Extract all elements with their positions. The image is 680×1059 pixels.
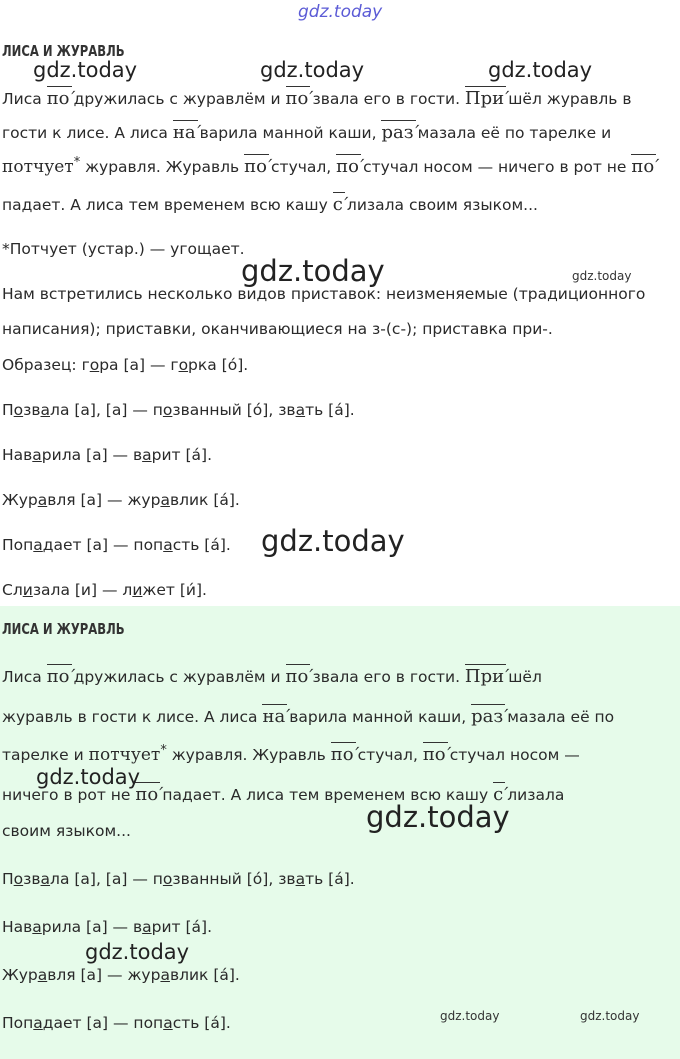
watermark: gdz.today	[241, 254, 385, 288]
watermark: gdz.today	[298, 2, 383, 22]
watermark: gdz.today	[36, 765, 141, 789]
footnote: *Потчует (устар.) — угощает.	[2, 240, 245, 258]
prefix-mark: по′	[46, 666, 76, 687]
story-line-5: своим языком...	[2, 822, 131, 840]
example-sample: Образец: гора [а] — горка [о́].	[2, 356, 249, 374]
example-1: Позвала [а], [а] — позванный [о́], звать [а́].	[2, 870, 355, 888]
story-line-4: ничего в рот не по′падает. А лиса тем временем всю кашу с′лизала	[2, 784, 565, 805]
prefix-mark: с′	[332, 194, 350, 215]
watermark: gdz.today	[572, 269, 632, 283]
example-3: Журавля [а] — журавлик [а́].	[2, 491, 240, 509]
watermark: gdz.today	[488, 58, 593, 82]
prefix-mark: по′	[244, 156, 274, 177]
prefix-mark: по′	[631, 156, 661, 177]
prefix-mark: При′	[464, 88, 511, 109]
prefix-mark: по′	[330, 744, 360, 765]
story-line-4: падает. А лиса тем временем всю кашу с′лизала своим языком...	[2, 194, 538, 215]
story-line-1: Лиса по′дружилась с журавлём и по′звала его в гости. При′шёл журавль в	[2, 88, 632, 109]
watermark: gdz.today	[366, 800, 510, 834]
answer-section	[0, 606, 680, 1059]
watermark: gdz.today	[260, 58, 365, 82]
watermark: gdz.today	[261, 524, 405, 558]
prefix-mark: на′	[262, 706, 292, 727]
prefix-mark: по′	[46, 88, 76, 109]
prefix-mark: по′	[422, 744, 452, 765]
watermark: gdz.today	[440, 1009, 500, 1023]
story-title: ЛИСА И ЖУРАВЛЬ	[2, 42, 125, 60]
explanation-line-1: Нам встретились несколько видов приставок: неизменяемые (традиционного	[2, 285, 646, 303]
story-line-3: тарелке и потчует* журавля. Журавль по′стучал, по′стучал носом —	[2, 742, 580, 765]
prefix-mark: по′	[336, 156, 366, 177]
prefix-mark: на′	[172, 122, 202, 143]
story-line-2: гости к лисе. А лиса на′варила манной каши, раз′мазала её по тарелке и	[2, 122, 612, 143]
example-4: Попадает [а] — попасть [а́].	[2, 536, 231, 554]
explanation-line-2: написания); приставки, оканчивающиеся на з-(с-); приставка при-.	[2, 320, 553, 338]
story-title: ЛИСА И ЖУРАВЛЬ	[2, 620, 125, 638]
prefix-mark: по′	[135, 784, 165, 805]
story-line-1: Лиса по′дружилась с журавлём и по′звала его в гости. При′шёл	[2, 666, 542, 687]
story-line-2: журавль в гости к лисе. А лиса на′варила манной каши, раз′мазала её по	[2, 706, 615, 727]
story-line-3: потчует* журавля. Журавль по′стучал, по′стучал носом — ничего в рот не по′	[2, 154, 661, 177]
example-3: Журавля [а] — журавлик [а́].	[2, 966, 240, 984]
watermark: gdz.today	[85, 940, 190, 964]
watermark: gdz.today	[580, 1009, 640, 1023]
prefix-mark: При′	[464, 666, 511, 687]
example-2: Наварила [а] — варит [а́].	[2, 446, 213, 464]
example-2: Наварила [а] — варит [а́].	[2, 918, 213, 936]
prefix-mark: по′	[285, 666, 315, 687]
prefix-mark: раз′	[381, 122, 420, 143]
prefix-mark: по′	[285, 88, 315, 109]
example-1: Позвала [а], [а] — позванный [о́], звать [а́].	[2, 401, 355, 419]
example-4: Попадает [а] — попасть [а́].	[2, 1014, 231, 1032]
watermark: gdz.today	[33, 58, 138, 82]
prefix-mark: с′	[493, 784, 510, 805]
prefix-mark: раз′	[471, 706, 510, 727]
example-5: Слизала [и] — лижет [и́].	[2, 581, 207, 599]
